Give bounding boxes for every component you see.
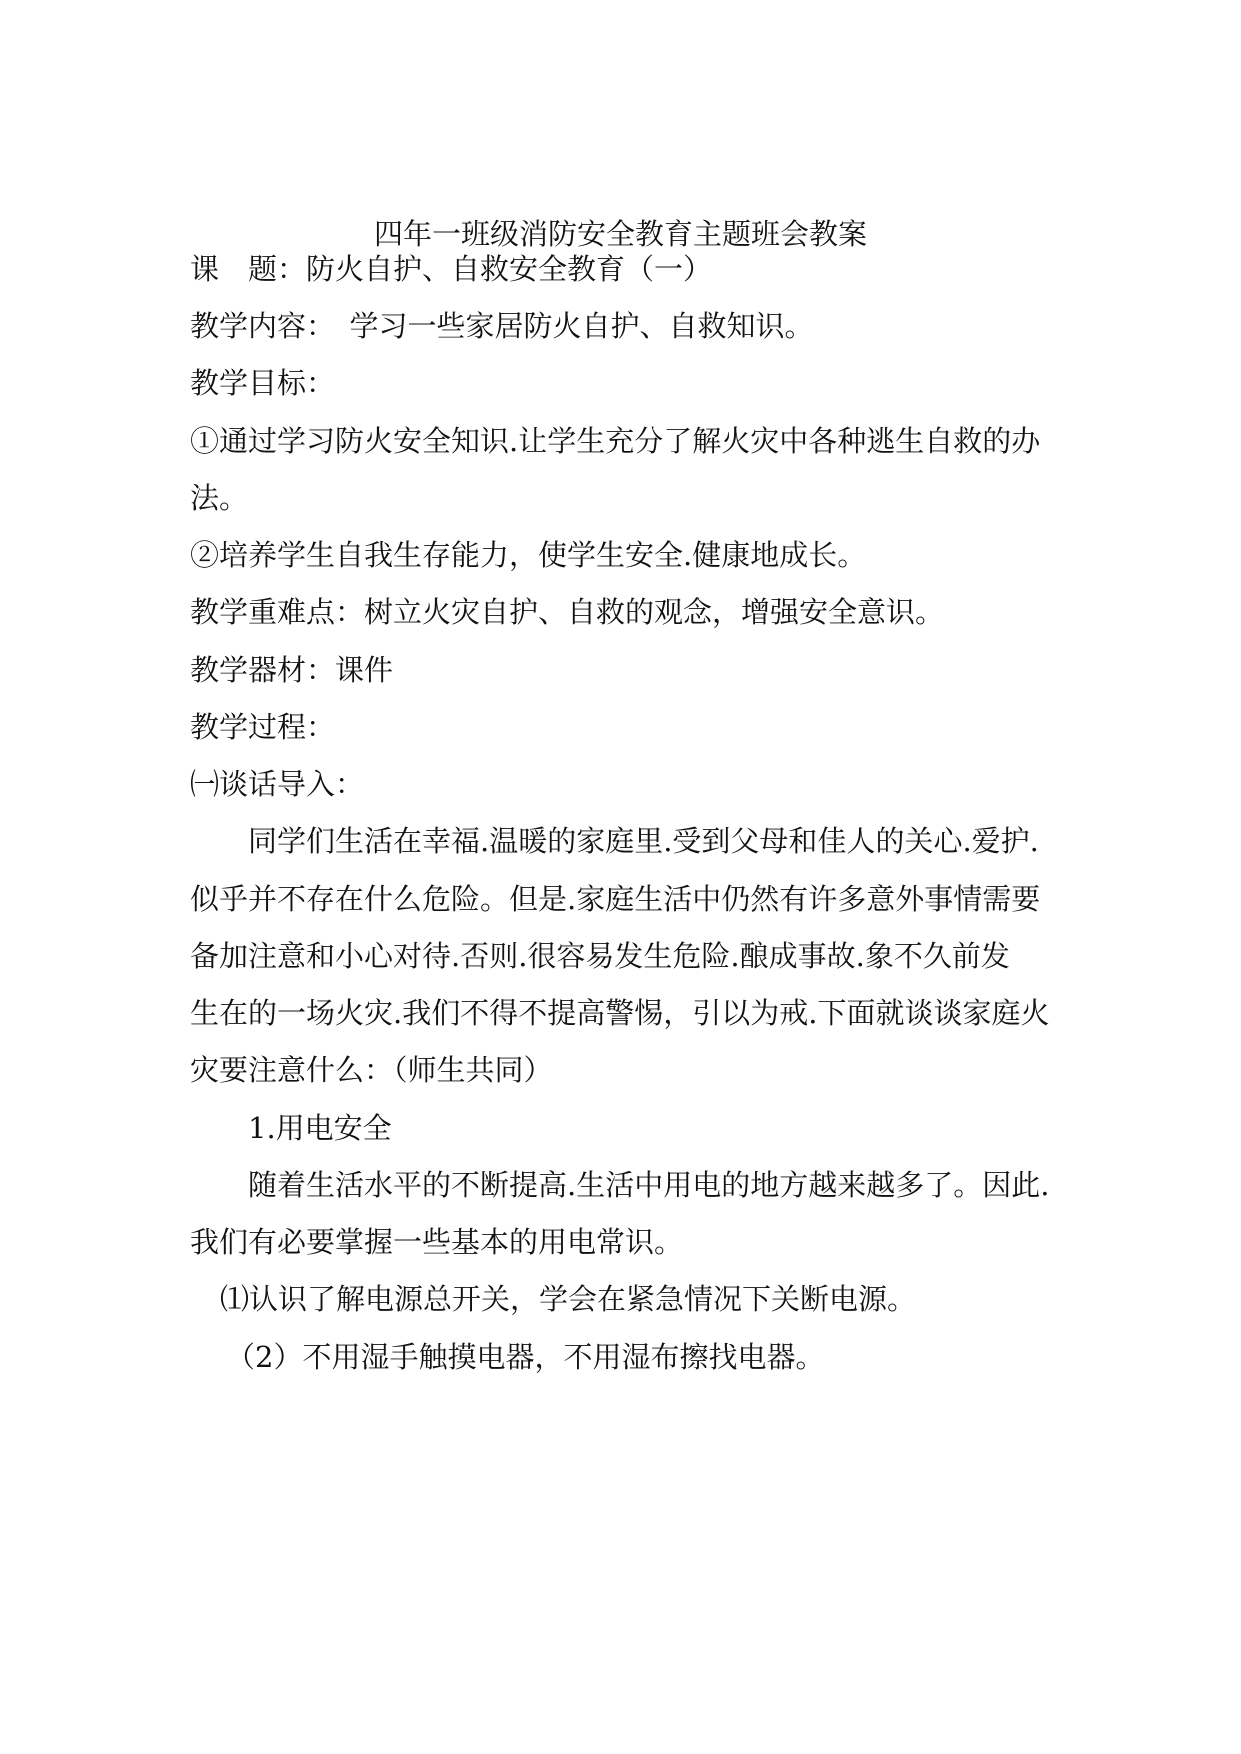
goal-1-line-2: 法。 [190, 481, 249, 515]
key-points-line: 教学重难点：树立火灾自护、自救的观念，增强安全意识。 [190, 595, 945, 629]
paragraph-1-line-5: 灾要注意什么：（师生共同） [190, 1053, 553, 1087]
document-title: 四年一班级消防安全教育主题班会教案 [373, 217, 867, 251]
goals-heading: 教学目标： [190, 366, 336, 400]
paragraph-1-line-1: 同学们生活在幸福.温暖的家庭里.受到父母和佳人的关心.爱护. [248, 824, 1039, 858]
section-heading-electricity: 1.用电安全 [248, 1111, 392, 1145]
paragraph-1-line-4: 生在的一场火灾.我们不得不提高警惕，引以为戒.下面就谈谈家庭火 [190, 996, 1050, 1030]
list-item-1: ⑴认识了解电源总开关，学会在紧急情况下关断电源。 [220, 1282, 917, 1316]
intro-heading: ㈠谈话导入： [190, 767, 365, 801]
list-item-2: （2）不用湿手触摸电器，不用湿布擦找电器。 [226, 1340, 825, 1374]
goal-2: ②培养学生自我生存能力，使学生安全.健康地成长。 [190, 538, 867, 572]
topic-line: 课 题：防火自护、自救安全教育（一） [190, 252, 713, 286]
process-heading: 教学过程： [190, 710, 336, 744]
goal-1-line-1: ①通过学习防火安全知识.让学生充分了解火灾中各种逃生自救的办 [190, 424, 1041, 458]
paragraph-2-line-2: 我们有必要掌握一些基本的用电常识。 [190, 1225, 684, 1259]
paragraph-2-line-1: 随着生活水平的不断提高.生活中用电的地方越来越多了。因此. [248, 1168, 1050, 1202]
paragraph-1-line-3: 备加注意和小心对待.否则.很容易发生危险.酿成事故.象不久前发 [190, 939, 1010, 973]
paragraph-1-line-2: 似乎并不存在什么危险。但是.家庭生活中仍然有许多意外事情需要 [190, 882, 1041, 916]
materials-line: 教学器材：课件 [190, 653, 394, 687]
content-line: 教学内容： 学习一些家居防火自护、自救知识。 [190, 309, 814, 343]
